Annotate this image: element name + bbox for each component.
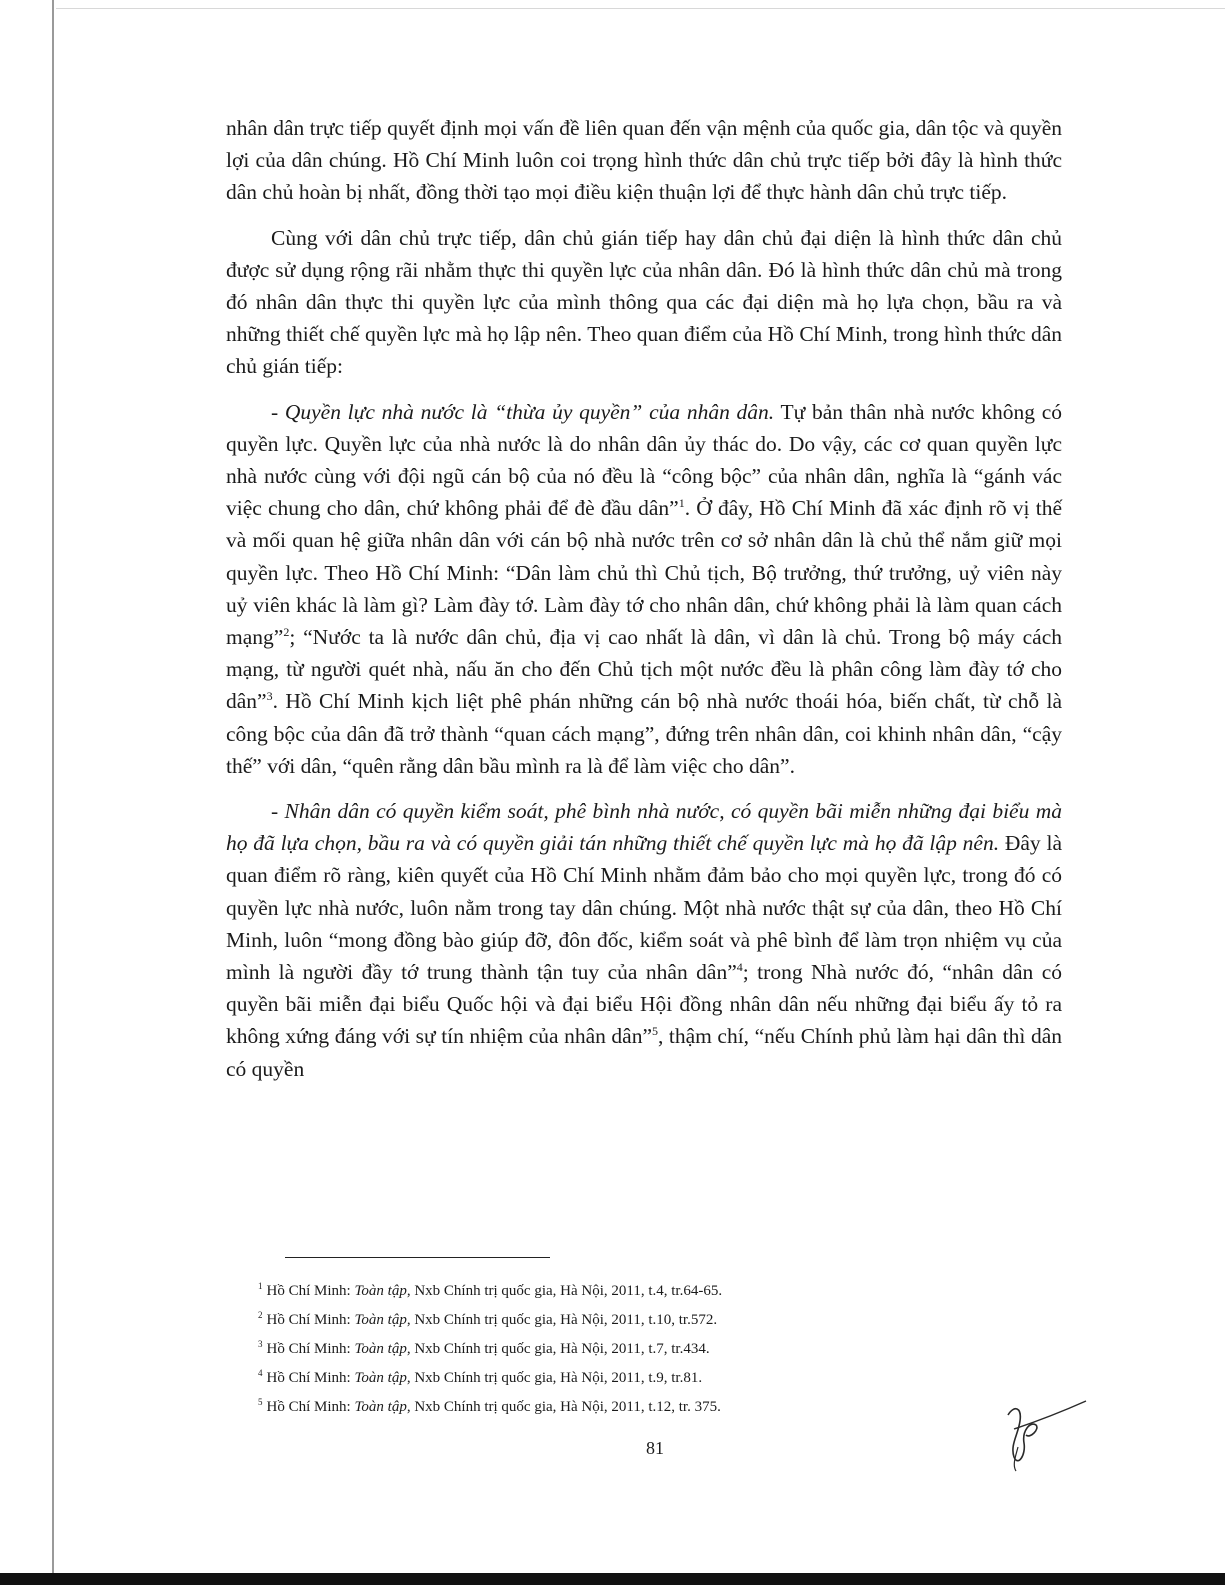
- footnote-title: Toàn tập: [354, 1399, 407, 1415]
- footnote-separator: [285, 1257, 550, 1258]
- footnote-title: Toàn tập: [354, 1312, 407, 1328]
- footnote-ref: 4: [736, 959, 743, 974]
- footnote-author: Hồ Chí Minh:: [266, 1341, 355, 1357]
- text-run: . Ở đây, Hồ Chí Minh đã xác định rõ vị thế và mối quan hệ giữa nhân dân với cán bộ nhà nước trên cơ sở nhân dân là chủ thể nắm giữ mọi quyền lực. Theo Hồ Chí Minh: “Dân làm chủ thì Chủ tịch, Bộ trưởng, thứ trưởng, uỷ viên này uỷ viên khác là làm gì? Làm đày tớ. Làm đày tớ cho nhân dân, chứ không phải là làm quan cách mạng”: [226, 496, 1062, 650]
- footnote-ref: 1: [678, 496, 685, 511]
- text-run: . Hồ Chí Minh kịch liệt phê phán những cán bộ nhà nước thoái hóa, biến chất, từ chỗ là công bộc của dân đã trở thành “quan cách mạng”, đứng trên nhân dân, coi khinh nhân dân, “cậy thế” với dân, “quên rằng dân bầu mình ra là để làm việc cho dân”.: [226, 689, 1062, 778]
- footnote-number: 4: [258, 1368, 263, 1378]
- footnote-title: Toàn tập: [354, 1283, 407, 1299]
- footnote-title: Toàn tập: [354, 1370, 407, 1386]
- footnote-author: Hồ Chí Minh:: [266, 1312, 355, 1328]
- footnote-author: Hồ Chí Minh:: [266, 1370, 355, 1386]
- paragraph-3: [226, 396, 1062, 782]
- footnote-4: [258, 1368, 958, 1388]
- main-text: [226, 112, 1062, 1098]
- text-run: ; “Nước ta là nước dân chủ, địa vị cao nhất là dân, vì dân là chủ. Trong bộ máy cách mạng, từ người quét nhà, nấu ăn cho đến Chủ tịch một nước đều là phân công làm đày tớ cho dân”: [226, 625, 1062, 714]
- footnote-source: , Nxb Chính trị quốc gia, Hà Nội, 2011, t.10, tr.572.: [406, 1312, 718, 1328]
- footnote-number: 1: [258, 1281, 263, 1291]
- footnote-title: Toàn tập: [354, 1341, 407, 1357]
- signature-icon: [1000, 1395, 1090, 1475]
- footnote-author: Hồ Chí Minh:: [266, 1399, 355, 1415]
- footnote-number: 3: [258, 1339, 263, 1349]
- footnote-3: [258, 1339, 958, 1359]
- text-run: ; trong Nhà nước đó, “nhân dân có quyền bãi miễn đại biểu Quốc hội và đại biểu Hội đồng nhân dân nếu những đại biểu ấy tỏ ra không xứng đáng với sự tín nhiệm của nhân dân”: [226, 960, 1062, 1049]
- scan-top-edge: [56, 8, 1225, 9]
- footnote-ref: 5: [651, 1024, 658, 1039]
- footnote-source: , Nxb Chính trị quốc gia, Hà Nội, 2011, t.7, tr.434.: [406, 1341, 710, 1357]
- footnote-author: Hồ Chí Minh:: [266, 1283, 355, 1299]
- text-run: Cùng với dân chủ trực tiếp, dân chủ gián tiếp hay dân chủ đại diện là hình thức dân chủ được sử dụng rộng rãi nhằm thực thi quyền lực của nhân dân. Đó là hình thức dân chủ mà trong đó nhân dân thực thi quyền lực của mình thông qua các đại diện mà họ lựa chọn, bầu ra và những thiết chế quyền lực mà họ lập nên. Theo quan điểm của Hồ Chí Minh, trong hình thức dân chủ gián tiếp:: [226, 225, 1062, 379]
- scan-bottom-edge: [0, 1573, 1225, 1585]
- footnote-source: , Nxb Chính trị quốc gia, Hà Nội, 2011, t.9, tr.81.: [406, 1370, 703, 1386]
- italic-heading: - Nhân dân có quyền kiểm soát, phê bình nhà nước, có quyền bãi miễn những đại biểu mà họ đã lựa chọn, bầu ra và có quyền giải tán những thiết chế quyền lực mà họ đã lập nên.: [226, 799, 1062, 856]
- footnote-number: 2: [258, 1310, 263, 1320]
- footnote-ref: 2: [283, 624, 290, 639]
- text-run: , thậm chí, “nếu Chính phủ làm hại dân thì dân có quyền: [226, 1024, 1062, 1081]
- footnote-source: , Nxb Chính trị quốc gia, Hà Nội, 2011, t.4, tr.64-65.: [406, 1283, 723, 1299]
- footnote-1: [258, 1281, 958, 1301]
- paragraph-1: [226, 112, 1062, 209]
- footnote-number: 5: [258, 1397, 263, 1407]
- page-number: 81: [646, 1438, 664, 1458]
- paragraph-2: [226, 222, 1062, 383]
- footnote-5: [258, 1397, 958, 1417]
- footnote-2: [258, 1310, 958, 1330]
- footnote-ref: 3: [266, 689, 273, 704]
- italic-heading: - Quyền lực nhà nước là “thừa ủy quyền” của nhân dân.: [271, 399, 775, 424]
- text-run: Đây là quan điểm rõ ràng, kiên quyết của Hồ Chí Minh nhằm đảm bảo cho mọi quyền lực, trong đó có quyền lực nhà nước, luôn nằm trong tay dân chúng. Một nhà nước thật sự của dân, theo Hồ Chí Minh, luôn “mong đồng bào giúp đỡ, đôn đốc, kiểm soát và phê bình để làm trọn nhiệm vụ của mình là người đầy tớ trung thành tận tuy của nhân dân”: [226, 831, 1062, 985]
- text-run: nhân dân trực tiếp quyết định mọi vấn đề liên quan đến vận mệnh của quốc gia, dân tộc và quyền lợi của dân chúng. Hồ Chí Minh luôn coi trọng hình thức dân chủ trực tiếp bởi đây là hình thức dân chủ hoàn bị nhất, đồng thời tạo mọi điều kiện thuận lợi để thực hành dân chủ trực tiếp.: [226, 116, 1062, 205]
- footnotes: [258, 1281, 958, 1426]
- paragraph-4: [226, 795, 1062, 1085]
- footnote-source: , Nxb Chính trị quốc gia, Hà Nội, 2011, t.12, tr. 375.: [406, 1399, 721, 1415]
- scan-left-edge: [52, 0, 54, 1585]
- text-run: Tự bản thân nhà nước không có quyền lực. Quyền lực của nhà nước là do nhân dân ủy thác do. Do vậy, các cơ quan quyền lực nhà nước cùng với đội ngũ cán bộ của nó đều là “công bộc” của nhân dân, nghĩa là “gánh vác việc chung cho dân, chứ không phải để đè đầu dân”: [226, 399, 1062, 521]
